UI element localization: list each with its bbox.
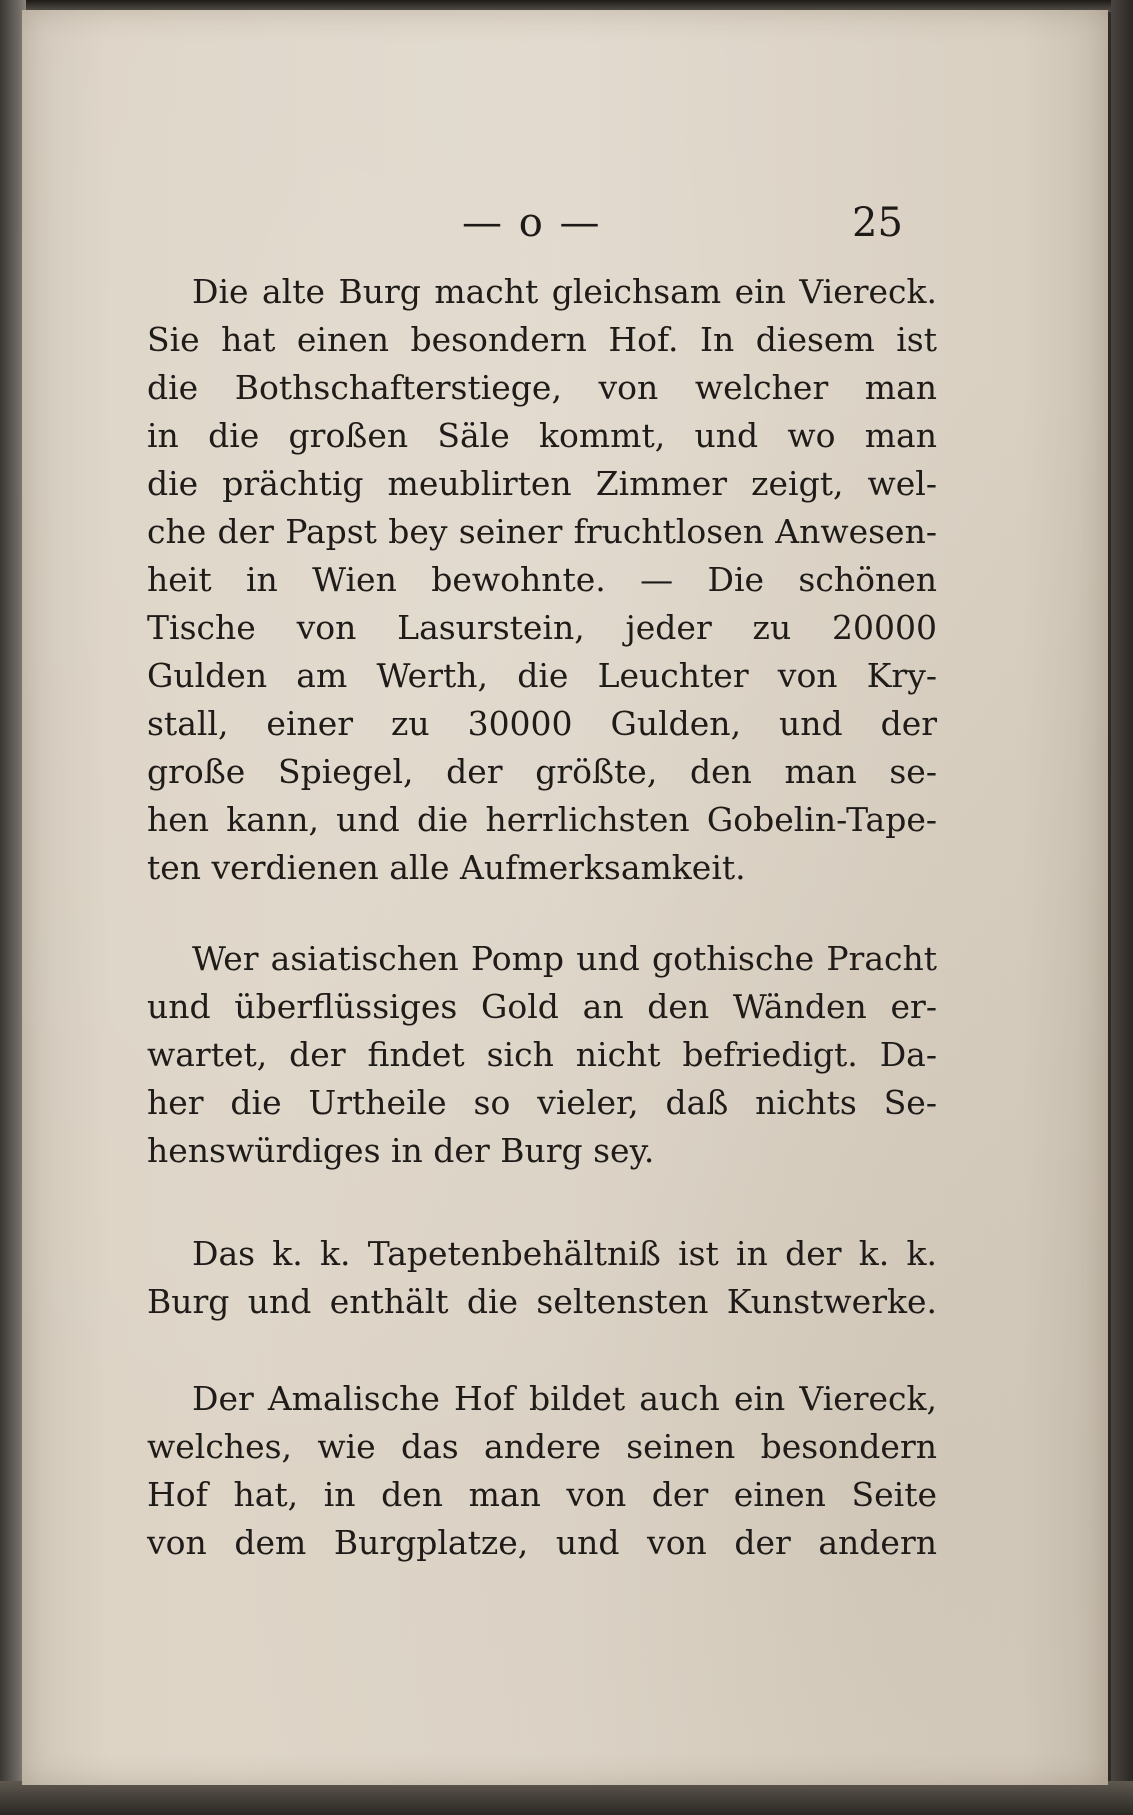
text-line: Burg und enthält die seltensten Kunstwerke. <box>147 1282 937 1321</box>
paragraph-tapetenbehaeltniss <box>147 1230 937 1326</box>
text-line: von dem Burgplatze, und von der andern <box>147 1523 937 1562</box>
paragraph-alte-burg <box>147 268 937 892</box>
text-line: Das k. k. Tapetenbehältniß ist in der k. k. <box>192 1234 937 1273</box>
paragraph-asiatischer-pomp <box>147 935 937 1175</box>
text-line: her die Urtheile so vieler, daß nichts Se- <box>147 1083 937 1122</box>
text-line: die prächtig meublirten Zimmer zeigt, wel- <box>147 464 937 503</box>
text-line: Die alte Burg macht gleichsam ein Viereck. <box>192 272 937 311</box>
text-line: wartet, der findet sich nicht befriedigt. Da- <box>147 1035 937 1074</box>
text-line: Sie hat einen besondern Hof. In diesem ist <box>147 320 937 359</box>
text-line: Gulden am Werth, die Leuchter von Kry- <box>147 656 937 695</box>
header-ornament: — o — <box>462 200 602 246</box>
book-edge-right <box>1111 0 1133 1815</box>
text-line: große Spiegel, der größte, den man se- <box>147 752 937 791</box>
book-page <box>22 10 1108 1785</box>
text-line: in die großen Säle kommt, und wo man <box>147 416 937 455</box>
text-line: welches, wie das andere seinen besondern <box>147 1427 937 1466</box>
text-line-last: ten verdienen alle Aufmerksamkeit. <box>147 848 746 887</box>
page-number: 25 <box>852 200 903 246</box>
text-line: Hof hat, in den man von der einen Seite <box>147 1475 937 1514</box>
text-line: stall, einer zu 30000 Gulden, und der <box>147 704 937 743</box>
book-bottom-edge <box>0 1781 1133 1815</box>
text-line: che der Papst bey seiner fruchtlosen Anwesen- <box>147 512 937 551</box>
text-line: heit in Wien bewohnte. — Die schönen <box>147 560 937 599</box>
text-line: Der Amalische Hof bildet auch ein Viereck, <box>192 1379 937 1418</box>
paragraph-amalischer-hof <box>147 1375 937 1567</box>
text-line: und überflüssiges Gold an den Wänden er- <box>147 987 937 1026</box>
text-line-last: henswürdiges in der Burg sey. <box>147 1131 655 1170</box>
text-line: Wer asiatischen Pomp und gothische Pracht <box>192 939 937 978</box>
page-header <box>22 200 1108 248</box>
text-line: hen kann, und die herrlichsten Gobelin-Tape- <box>147 800 937 839</box>
text-line: die Bothschafterstiege, von welcher man <box>147 368 937 407</box>
text-line: Tische von Lasurstein, jeder zu 20000 <box>147 608 937 647</box>
